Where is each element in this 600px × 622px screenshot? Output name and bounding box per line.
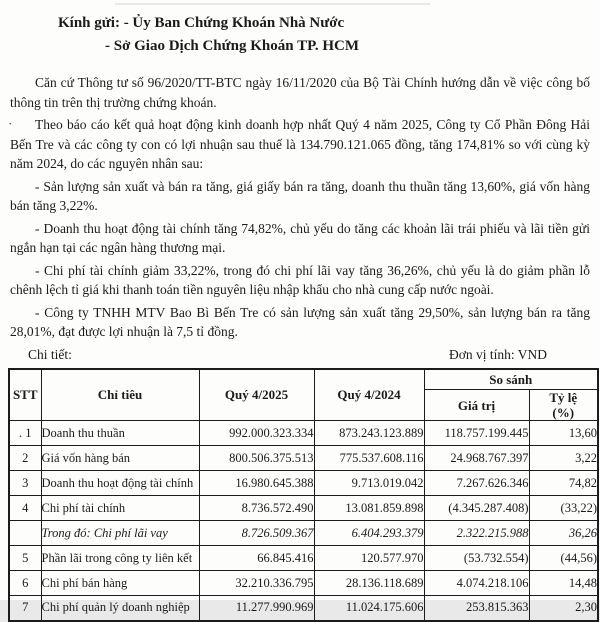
paragraph-reason-subsidiary: - Công ty TNHH MTV Bao Bì Bến Tre có sản lượng sản xuất tăng 29,50%, sản lượng bán ra tăng 28,01%, đạt được lợi nhuận là 7,5 tỉ đồng. [10,304,590,339]
cell-compare-value: 7.267.626.346 [424,471,529,496]
table-row-cogs [9,446,598,471]
cell-q4-2025: 16.980.645.388 [199,471,314,496]
cell-compare-ratio: 13,60 [529,421,598,446]
table-row-financial-expense [9,496,598,521]
cell-compare-value: (53.732.554) [424,546,529,571]
cell-q4-2025: 11.277.990.969 [199,596,314,621]
col-header-q4-2024: Quý 4/2024 [314,369,424,421]
cell-compare-value: (4.345.287.408) [424,496,529,521]
col-header-ratio [529,390,598,421]
table-row-admin-expense [9,596,598,621]
cell-q4-2025: 800.506.375.513 [199,446,314,471]
detail-label: Chi tiết: [28,346,72,362]
cell-item: Doanh thu thuần [41,421,199,446]
cell-q4-2025: 8.726.509.367 [199,521,314,546]
table-row-selling-expense [9,571,598,596]
cell-stt: 7 [9,596,41,621]
cell-compare-value: 253.815.363 [424,596,529,621]
cell-compare-ratio: 36,26 [529,521,598,546]
cell-q4-2025: 992.000.323.334 [199,421,314,446]
cell-q4-2024: 28.136.118.689 [314,571,424,596]
cell-stt: 5 [9,546,41,571]
cell-compare-ratio: (44,56) [529,546,598,571]
cell-compare-value: 118.757.199.445 [424,421,529,446]
recipient-line-2: - Sở Giao Dịch Chứng Khoán TP. HCM [105,38,360,54]
detail-unit-row [10,347,590,363]
cell-q4-2024: 120.577.970 [314,546,424,571]
cell-compare-value: 24.968.767.397 [424,446,529,471]
paragraph-legal-basis: Căn cứ Thông tư số 96/2020/TT-BTC ngày 16/11/2020 của Bộ Tài Chính hướng dẫn về việc công bố thông tin trên thị trường chứng khoán. [10,75,590,110]
cell-stt [9,521,41,546]
ratio-header-line2: (%) [552,405,575,420]
scan-artifact-line [115,3,430,5]
financial-comparison-table [8,368,599,622]
table-row-associate-profit [9,546,598,571]
table-row-interest-expense [9,521,598,546]
col-header-q4-2025: Quý 4/2025 [199,369,314,421]
cell-stt: 4 [9,496,41,521]
table-row-financial-income [9,471,598,496]
paragraph-reason-financial-income: - Doanh thu hoạt động tài chính tăng 74,82%, chủ yếu do tăng các khoản lãi trái phiếu và lãi tiền gửi ngắn hạn tại các ngân hàng thương mại. [10,220,590,255]
cell-q4-2025: 66.845.416 [199,546,314,571]
cell-q4-2025: 8.736.572.490 [199,496,314,521]
cell-item: Chi phí bán hàng [41,571,199,596]
col-header-compare: So sánh [424,369,598,390]
cell-q4-2024: 13.081.859.898 [314,496,424,521]
cell-stt: 6 [9,571,41,596]
recipient-1: - Ủy Ban Chứng Khoán Nhà Nước [123,15,345,31]
scan-artifact-dot: · [8,116,13,131]
cell-stt: 3 [9,471,41,496]
cell-q4-2024: 9.713.019.042 [314,471,424,496]
cell-item: Giá vốn hàng bán [41,446,199,471]
cell-compare-ratio: 14,48 [529,571,598,596]
ratio-header-line1: Tỷ lệ [549,390,578,405]
cell-compare-value: 4.074.218.106 [424,571,529,596]
cell-q4-2024: 775.537.608.116 [314,446,424,471]
cell-compare-ratio: 74,82 [529,471,598,496]
col-header-stt: STT [9,369,41,421]
col-header-item: Chỉ tiêu [41,369,199,421]
paragraph-reason-output: - Sản lượng sản xuất và bán ra tăng, giá giấy bán ra tăng, doanh thu thuần tăng 13,60%, giá vốn hàng bán tăng 3,22%. [10,178,590,213]
cell-stt: 2 [9,446,41,471]
unit-note: Đơn vị tính: VND [448,346,547,362]
cell-compare-value: 2.322.215.988 [424,521,529,546]
cell-stt: . 1 [9,421,41,446]
recipient-line-1 [58,12,590,35]
cell-q4-2024: 873.243.123.889 [314,421,424,446]
cell-compare-ratio: 2,30 [529,596,598,621]
table-row-net-revenue [9,421,598,446]
cell-item: Trong đó: Chi phí lãi vay [41,521,199,546]
cell-compare-ratio: 3,22 [529,446,598,471]
col-header-value: Giá trị [424,390,529,421]
cell-q4-2025: 32.210.336.795 [199,571,314,596]
cell-q4-2024: 11.024.175.606 [314,596,424,621]
paragraph-results-summary: Theo báo cáo kết quả hoạt động kinh doanh hợp nhất Quý 4 năm 2025, Công ty Cổ Phần Đông Hải Bến Tre và các công ty con có lợi nhuận sau thuế là 134.790.121.065 đồng, tăng 174,81% so với cùng kỳ năm 2024, do các nguyên nhân sau: [10,117,590,171]
cell-item: Phần lãi trong công ty liên kết [41,546,199,571]
cell-item: Doanh thu hoạt động tài chính [41,471,199,496]
cell-item: Chi phí quản lý doanh nghiệp [41,596,199,621]
salutation-label: Kính gửi: [58,15,120,31]
cell-q4-2024: 6.404.293.379 [314,521,424,546]
paragraph-reason-financial-expense: - Chi phí tài chính giảm 33,22%, trong đó chi phí lãi vay tăng 36,26%, chủ yếu là do giảm phần lỗ chênh lệch tỉ giá khi thanh toán tiền nguyên liệu nhập khẩu cho nhà cung cấp nước ngoài. [10,262,590,297]
recipient-block [58,12,590,58]
cell-compare-ratio: (33,22) [529,496,598,521]
cell-item: Chi phí tài chính [41,496,199,521]
